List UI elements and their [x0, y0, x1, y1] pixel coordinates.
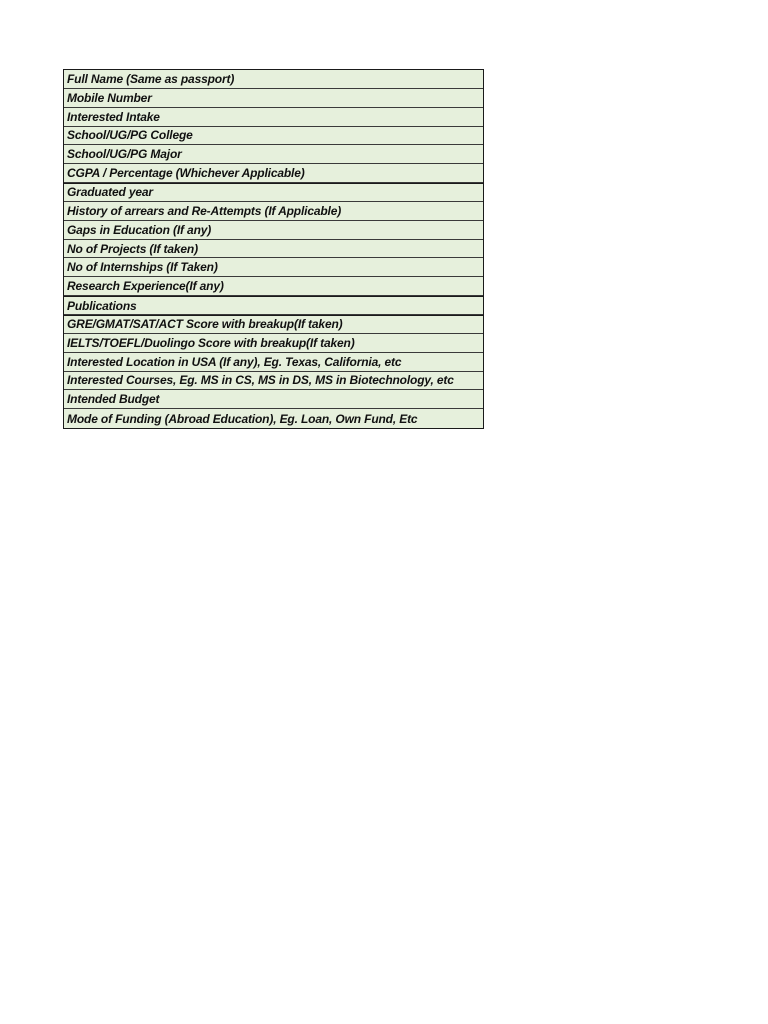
field-label: Interested Location in USA (If any), Eg. Texas, California, etc	[67, 354, 402, 369]
table-row-location[interactable]	[64, 353, 483, 372]
field-label: No of Internships (If Taken)	[67, 260, 218, 275]
table-row-courses[interactable]	[64, 372, 483, 391]
table-row-mobile-number[interactable]	[64, 89, 483, 108]
table-row-english-scores[interactable]	[64, 334, 483, 353]
table-row-interested-intake[interactable]	[64, 108, 483, 127]
field-label: Gaps in Education (If any)	[67, 222, 212, 237]
table-row-budget[interactable]	[64, 390, 483, 409]
table-row-cgpa[interactable]	[64, 164, 483, 183]
table-row-graduated-year[interactable]	[64, 183, 483, 202]
field-label: Interested Courses, Eg. MS in CS, MS in DS, MS in Biotechnology, etc	[67, 373, 454, 388]
table-row-arrears[interactable]	[64, 202, 483, 221]
table-row-full-name[interactable]	[64, 70, 483, 89]
table-row-funding[interactable]	[64, 409, 483, 428]
table-row-research[interactable]	[64, 277, 483, 296]
table-row-major[interactable]	[64, 145, 483, 164]
field-label: Research Experience(If any)	[67, 279, 224, 294]
field-label: CGPA / Percentage (Whichever Applicable)	[67, 166, 305, 181]
field-label: School/UG/PG College	[67, 128, 193, 143]
table-row-college[interactable]	[64, 127, 483, 146]
field-label: School/UG/PG Major	[67, 147, 182, 162]
field-label: Publications	[67, 298, 137, 313]
field-label: Intended Budget	[67, 392, 160, 407]
table-row-gaps[interactable]	[64, 221, 483, 240]
field-label: IELTS/TOEFL/Duolingo Score with breakup(If taken)	[67, 335, 355, 350]
field-label: Graduated year	[67, 185, 153, 200]
field-table	[63, 69, 484, 429]
field-label: Mobile Number	[67, 90, 152, 105]
field-label: History of arrears and Re-Attempts (If Applicable)	[67, 203, 342, 218]
field-label: Interested Intake	[67, 109, 160, 124]
field-label: Mode of Funding (Abroad Education), Eg. Loan, Own Fund, Etc	[67, 411, 418, 426]
table-row-projects[interactable]	[64, 240, 483, 259]
field-label: GRE/GMAT/SAT/ACT Score with breakup(If taken)	[67, 317, 343, 332]
table-row-publications[interactable]	[64, 296, 483, 315]
field-label: Full Name (Same as passport)	[67, 71, 235, 86]
table-row-internships[interactable]	[64, 258, 483, 277]
table-row-test-scores[interactable]	[64, 315, 483, 334]
field-label: No of Projects (If taken)	[67, 241, 198, 256]
